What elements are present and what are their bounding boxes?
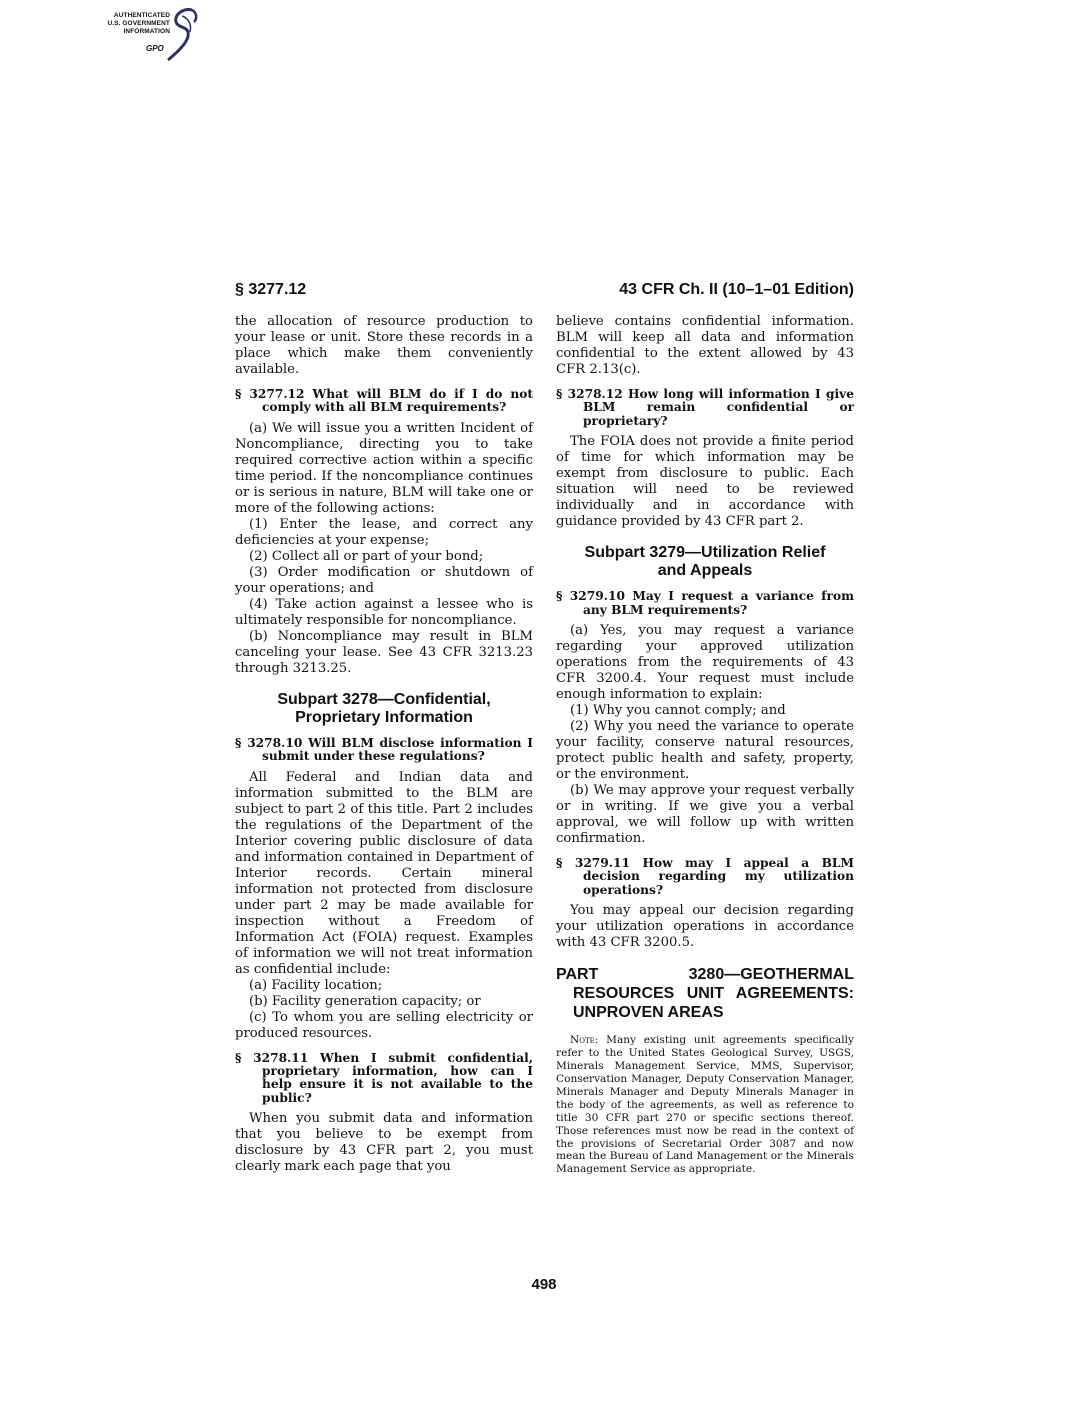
paragraph: When you submit data and information that you believe to be exempt from disclosure by 43 CFR part 2, you must clearly mark each page that you: [235, 1111, 533, 1175]
section-heading: § 3279.10 May I request a variance from any BLM requirements?: [556, 589, 854, 617]
paragraph: All Federal and Indian data and information submitted to the BLM are subject to part 2 of this title. Part 2 includes the regulations of the Department of the Interior covering public disclosure of data and information contained in Department of Interior records. Certain mineral information not protected from disclosure under part 2 may be made available for inspection without a Freedom of Information Act (FOIA) request. Examples of information we will not treat information as confidential include:: [235, 769, 533, 977]
section-heading: § 3277.12 What will BLM do if I do not comply with all BLM requirements?: [235, 387, 533, 415]
running-header-title: 43 CFR Ch. II (10–1–01 Edition): [619, 281, 854, 298]
paragraph: (1) Enter the lease, and correct any deficiencies at your expense;: [235, 516, 533, 548]
paragraph: (b) We may approve your request verbally or in writing. If we give you a verbal approval, we will follow up with written confirmation.: [556, 783, 854, 847]
subpart-heading-line: Subpart 3279—Utilization Relief: [584, 544, 826, 562]
paragraph: The FOIA does not provide a finite period of time for which information may be exempt from disclosure to public. Each situation will need to be reviewed individually and in accordance with guidance provided by 43 CFR part 2.: [556, 434, 854, 530]
gpo-authentication-logo: [78, 6, 200, 66]
paragraph: You may appeal our decision regarding your utilization operations in accordance with 43 CFR 3200.5.: [556, 903, 854, 951]
paragraph: the allocation of resource production to your lease or unit. Store these records in a place which make them conveniently available.: [235, 314, 533, 377]
logo-line-3: INFORMATION: [123, 28, 170, 35]
note-text: Many existing unit agreements specifically refer to the United States Geological Survey, USGS, Minerals Management Service, MMS, Supervisor, Conservation Manager, Deputy Conservation Manager, Minerals Manager and Deputy Minerals Manager in the body of the agreements, as well as reference to title 30 CFR part 270 or specific sections thereof. Those references must now be read in the context of the provisions of Secretarial Order 3087 and now mean the Bureau of Land Management or the Minerals Management Service as appropriate.: [556, 1034, 854, 1176]
part-heading: PART 3280—GEOTHERMAL RESOURCES UNIT AGREEMENTS: UNPROVEN AREAS: [556, 966, 854, 1022]
paragraph: (2) Collect all or part of your bond;: [249, 548, 484, 564]
logo-line-2: U.S. GOVERNMENT: [107, 20, 170, 27]
paragraph: (a) Facility location;: [249, 977, 383, 993]
paragraph: (b) Noncompliance may result in BLM canceling your lease. See 43 CFR 3213.23 through 3213.25.: [235, 628, 533, 676]
section-heading: § 3278.12 How long will information I give BLM remain confidential or proprietary?: [556, 387, 854, 428]
subpart-heading: [235, 691, 533, 727]
logo-text: [78, 12, 170, 36]
note-label: Note:: [570, 1034, 599, 1047]
subpart-heading-line: and Appeals: [657, 562, 753, 580]
paragraph: (1) Why you cannot comply; and: [570, 703, 786, 719]
paragraph: (2) Why you need the variance to operate your facility, conserve natural resources, protect public health and safety, property, or the environment.: [556, 719, 854, 783]
section-heading: § 3279.11 How may I appeal a BLM decision regarding my utilization operations?: [556, 856, 854, 897]
section-heading: § 3278.11 When I submit confidential, proprietary information, how can I help ensure it is not available to the public?: [235, 1050, 533, 1105]
subpart-heading: [556, 544, 854, 580]
paragraph: (4) Take action against a lessee who is ultimately responsible for noncompliance.: [235, 596, 533, 628]
paragraph: (c) To whom you are selling electricity or produced resources.: [235, 1009, 533, 1041]
paragraph: (a) Yes, you may request a variance regarding your approved utilization operations from the requirements of 43 CFR 3200.4. Your request must include enough information to explain:: [556, 623, 854, 703]
editorial-note: [556, 1034, 854, 1176]
paragraph: believe contains confidential information. BLM will keep all data and information confidential to the extent allowed by 43 CFR 2.13(c).: [556, 314, 854, 377]
section-heading: § 3278.10 Will BLM disclose information I submit under these regulations?: [235, 735, 533, 764]
eagle-icon: [162, 6, 200, 64]
running-header-section: § 3277.12: [235, 281, 307, 298]
page-number: 498: [531, 1276, 557, 1293]
paragraph: (3) Order modification or shutdown of your operations; and: [235, 564, 533, 596]
subpart-heading-line: Proprietary Information: [295, 708, 473, 726]
logo-line-1: AUTHENTICATED: [113, 12, 170, 19]
paragraph: (b) Facility generation capacity; or: [249, 993, 481, 1009]
right-column: [556, 314, 854, 1176]
left-column: [235, 314, 533, 1175]
subpart-heading-line: Subpart 3278—Confidential,: [277, 690, 491, 708]
paragraph: (a) We will issue you a written Incident of Noncompliance, directing you to take required corrective action within a specific time period. If the noncompliance continues or is serious in nature, BLM will take one or more of the following actions:: [235, 420, 533, 516]
logo-gpo-text: GPO: [146, 44, 164, 53]
